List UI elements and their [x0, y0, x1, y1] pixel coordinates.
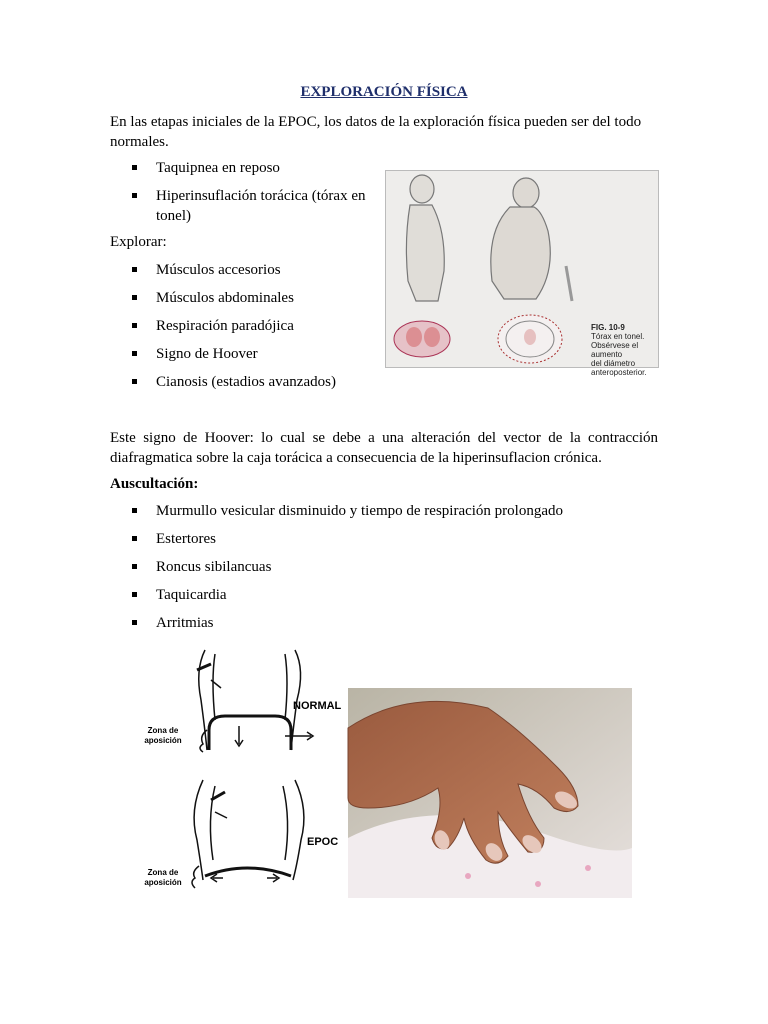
zona-label-line: Zona de — [147, 726, 179, 735]
page-title: EXPLORACIÓN FÍSICA — [300, 84, 468, 100]
list-item: Roncus sibilancuas — [132, 557, 652, 585]
list-item: Taquicardia — [132, 585, 652, 613]
diaphragm-illustration — [135, 640, 347, 902]
caption-line: anteroposterior. — [591, 368, 647, 377]
list-item: Hiperinsuflación torácica (tórax en tonel) — [132, 186, 382, 234]
auscultacion-heading: Auscultación: — [110, 476, 199, 492]
figure-caption — [591, 323, 657, 377]
intro-paragraph: En las etapas iniciales de la EPOC, los datos de la exploración física pueden ser del todo normales. — [110, 114, 642, 150]
caption-line: del diámetro — [591, 359, 636, 368]
list-item: Respiración paradójica — [132, 316, 382, 344]
list-item: Estertores — [132, 529, 652, 557]
diaphragm-diagram — [135, 640, 347, 902]
list-item: Cianosis (estadios avanzados) — [132, 372, 382, 400]
label-epoc: EPOC — [307, 836, 339, 848]
zona-label-top — [139, 726, 187, 746]
zona-label-line: aposición — [144, 878, 182, 887]
hand-photo — [348, 688, 632, 898]
signs-list — [132, 158, 382, 234]
caption-line: Obsérvese el aumento — [591, 341, 639, 359]
explorar-label: Explorar: — [110, 234, 167, 250]
label-normal: NORMAL — [293, 700, 342, 712]
zona-label-bottom — [139, 868, 187, 888]
list-item: Músculos accesorios — [132, 260, 382, 288]
list-item: Taquipnea en reposo — [132, 158, 382, 186]
hand-illustration — [348, 688, 632, 898]
list-item: Signo de Hoover — [132, 344, 382, 372]
zona-label-line: aposición — [144, 736, 182, 745]
hoover-paragraph: Este signo de Hoover: lo cual se debe a una alteración del vector de la contracción diafragmatica sobre la caja torácica a consecuencia de la hiperinsuflacion crónica. — [110, 430, 658, 466]
list-item: Arritmias — [132, 613, 652, 641]
explorar-list — [132, 260, 382, 400]
barrel-chest-figure — [385, 170, 659, 377]
list-item: Murmullo vesicular disminuido y tiempo de respiración prolongado — [132, 501, 652, 529]
list-item: Músculos abdominales — [132, 288, 382, 316]
auscultacion-list — [132, 501, 652, 641]
caption-line: Tórax en tonel. — [591, 332, 645, 341]
caption-line: FIG. 10-9 — [591, 323, 625, 332]
zona-label-line: Zona de — [147, 868, 179, 877]
